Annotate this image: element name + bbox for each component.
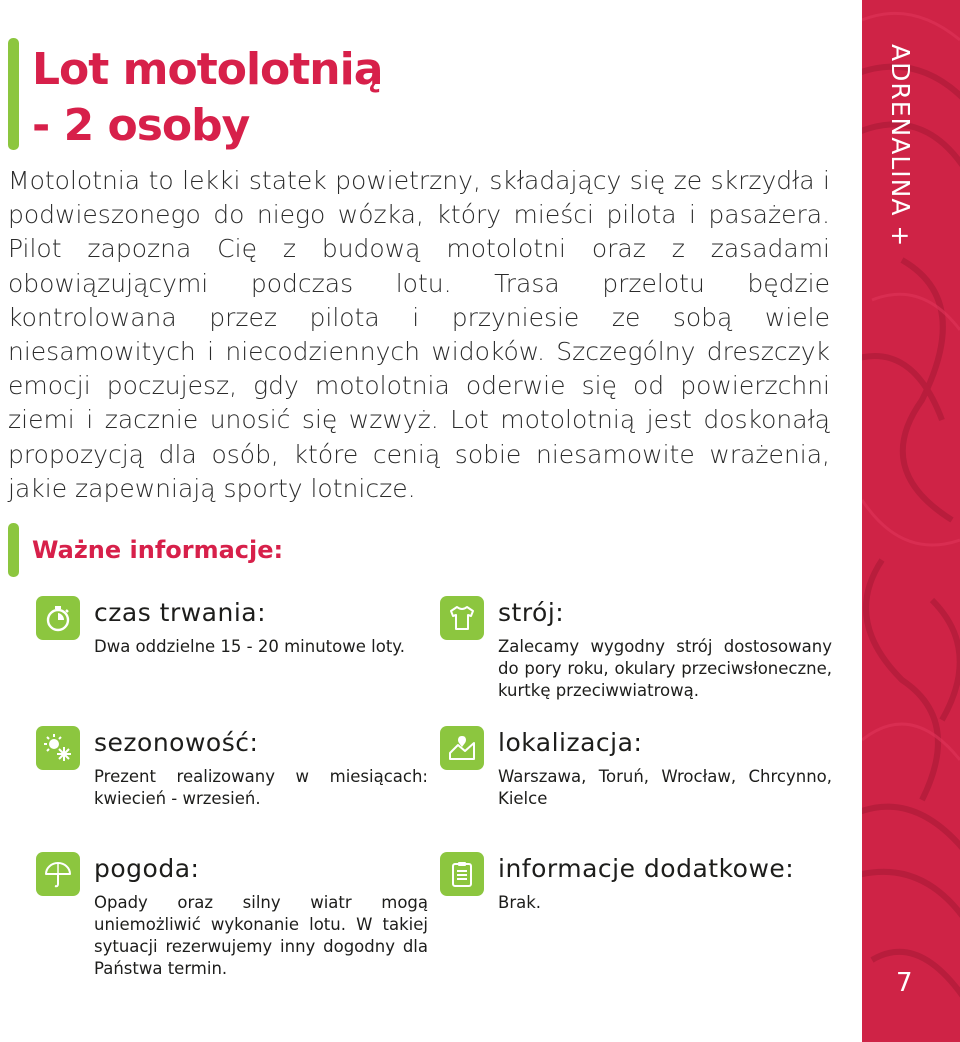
location-desc: Warszawa, Toruń, Wrocław, Chrcynno, Kielce bbox=[498, 767, 832, 808]
season-desc: Prezent realizowany w miesiącach: kwiecień - wrzesień. bbox=[94, 767, 428, 808]
clipboard-icon bbox=[440, 852, 484, 896]
tshirt-icon bbox=[440, 596, 484, 640]
page-number: 7 bbox=[896, 968, 913, 998]
outfit-desc: Zalecamy wygodny strój dostosowany do pory roku, okulary przeciwsłoneczne, kurtkę przeciwwiatrową. bbox=[498, 637, 832, 700]
section-accent-bar bbox=[8, 523, 19, 577]
weather-label: pogoda: bbox=[94, 854, 200, 883]
stopwatch-icon bbox=[36, 596, 80, 640]
title-line-1: Lot motolotnią bbox=[32, 44, 383, 95]
season-label: sezonowość: bbox=[94, 728, 259, 757]
umbrella-icon bbox=[36, 852, 80, 896]
map-icon bbox=[440, 726, 484, 770]
duration-label: czas trwania: bbox=[94, 598, 267, 627]
page-title bbox=[32, 42, 382, 154]
title-line-2: - 2 osoby bbox=[32, 100, 250, 151]
outfit-label: strój: bbox=[498, 598, 565, 627]
weather-desc: Opady oraz silny wiatr mogą uniemożliwić wykonanie lotu. W takiej sytuacji rezerwujemy inny dogodny dla Państwa termin. bbox=[94, 893, 428, 978]
description-paragraph: Motolotnia to lekki statek powietrzny, składający się ze skrzydła i podwieszonego do niego wózka, który mieści pilota i pasażera. Pilot zapozna Cię z budową motolotni oraz z zasadami obowiązującymi podczas lotu. Trasa przelotu będzie kontrolowana przez pilota i przyniesie ze sobą wiele niesamowitych i niecodziennych widoków. Szczególny dreszczyk emocji poczujesz, gdy motolotnia oderwie się od powierzchni ziemi i zacznie unosić się wzwyż. Lot motolotnią jest doskonałą propozycją dla osób, które cenią sobie niesamowite wrażenia, jakie zapewniają sporty lotnicze. bbox=[8, 166, 830, 503]
extra-desc: Brak. bbox=[498, 893, 542, 912]
section-title: Ważne informacje: bbox=[32, 536, 284, 564]
sun-snowflake-icon bbox=[36, 726, 80, 770]
title-accent-bar bbox=[8, 38, 19, 150]
duration-desc: Dwa oddzielne 15 - 20 minutowe loty. bbox=[94, 637, 405, 656]
location-label: lokalizacja: bbox=[498, 728, 643, 757]
category-label: ADRENALINA + bbox=[886, 44, 915, 248]
extra-label: informacje dodatkowe: bbox=[498, 854, 795, 883]
